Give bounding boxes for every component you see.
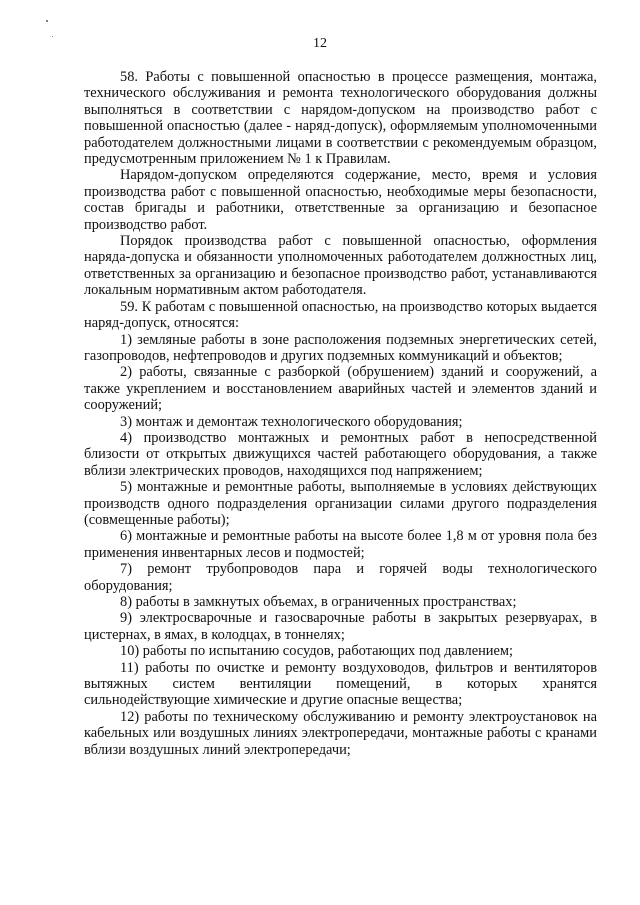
list-item-3: 3) монтаж и демонтаж технологического оборудования; (120, 413, 463, 430)
body-text (84, 69, 597, 758)
list-item-8: 8) работы в замкнутых объемах, в ограниченных пространствах; (120, 594, 517, 610)
list-item-11: 11) работы по очистке и ремонту воздуховодов, фильтров и вентиляторов вытяжных систем вентиляции помещений, в которых хранятся сильнодействующие химические и другие опасные вещества; (84, 659, 597, 709)
list-item-2: 2) работы, связанные с разборкой (обрушением) зданий и сооружений, а также укреплением и восстановлением аварийных частей и элементов зданий и сооружений; (84, 364, 597, 414)
scan-speck (46, 20, 48, 22)
list-item-9: 9) электросварочные и газосварочные работы в закрытых резервуарах, в цистернах, в ямах, в колодцах, в тоннелях; (84, 610, 597, 643)
list-item-5: 5) монтажные и ремонтные работы, выполняемые в условиях действующих производств одного подразделения организации силами другого подразделения (совмещенные работы); (84, 479, 597, 528)
list-item-7: 7) ремонт трубопроводов пара и горячей воды технологического оборудования; (84, 561, 597, 594)
list-item-6: 6) монтажные и ремонтные работы на высоте более 1,8 м от уровня пола без применения инвентарных лесов и подмостей; (84, 528, 597, 561)
page-number: 12 (313, 36, 327, 51)
paragraph-permit-definition: Нарядом-допуском определяются содержание, место, время и условия производства работ с повышенной опасностью, необходимые меры безопасности, состав бригады и работники, ответственные за организацию и безопасное производство работ. (84, 167, 597, 233)
list-item-12: 12) работы по техническому обслуживанию и ремонту электроустановок на кабельных или воздушных линиях электропередачи, монтажные работы с кранами вблизи воздушных линий электропередачи; (84, 708, 597, 758)
paragraph-58: 58. Работы с повышенной опасностью в процессе размещения, монтажа, технического обслуживания и ремонта технологического оборудования должны выполняться в соответствии с нарядом-допуском на производство работ с повышенной опасностью (далее - наряд-допуск), оформляемым уполномоченными работодателем должностными лицами в соответствии с рекомендуемым образцом, предусмотренным приложением № 1 к Правилам. (84, 69, 597, 168)
paragraph-59: 59. К работам с повышенной опасностью, на производство которых выдается наряд-допуск, относятся: (84, 298, 597, 332)
list-item-1: 1) земляные работы в зоне расположения подземных энергетических сетей, газопроводов, нефтепроводов и других подземных коммуникаций и объектов; (84, 331, 597, 364)
paragraph-procedure: Порядок производства работ с повышенной опасностью, оформления наряда-допуска и обязанности уполномоченных работодателем должностных лиц, ответственных за организацию и безопасное производство работ, устанавливаются локальным нормативным актом работодателя. (84, 233, 597, 299)
list-item-10: 10) работы по испытанию сосудов, работающих под давлением; (120, 643, 514, 660)
list-item-4: 4) производство монтажных и ремонтных работ в непосредственной близости от открытых движущихся частей работающего оборудования, а также вблизи электрических проводов, находящихся под напряжением; (84, 429, 597, 479)
scan-speck (52, 36, 53, 37)
